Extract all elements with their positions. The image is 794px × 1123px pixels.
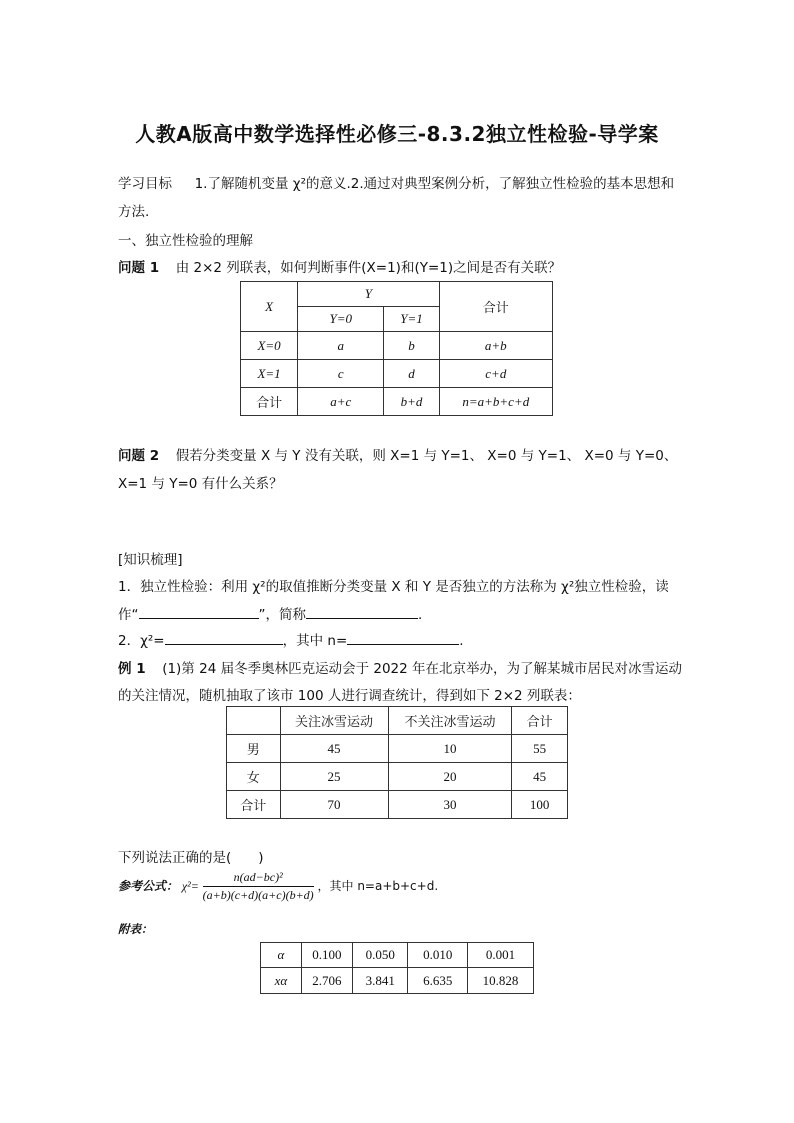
table-cell: 0.001 [468,943,534,968]
question-2-text: 假若分类变量 X 与 Y 没有关联，则 X=1 与 Y=1、 X=0 与 Y=1、 X=0 与 Y=0、 [175,448,678,464]
table-cell: c+d [439,360,552,388]
table-cell: 70 [280,791,388,819]
table-cell: n=a+b+c+d [439,388,552,416]
formula-lhs: χ²= [181,879,199,893]
example-1-label: 例 1 [118,661,146,677]
table-subheader: Y=0 [298,307,384,332]
example-1-question: 下列说法正确的是( ) [118,850,264,866]
table-cell: a+b [439,332,552,360]
question-1-label: 问题 1 [118,260,160,276]
table-row [241,360,553,388]
formula-label: 参考公式： [118,879,179,893]
table-cell: 45 [280,735,388,763]
table-cell: 0.050 [353,943,408,968]
table-cell: 0.010 [408,943,468,968]
question-2-line-2: X=1 与 Y=0 有什么关系？ [118,476,283,492]
table-cell: c [298,360,384,388]
knowledge-item-1-line-2 [118,603,422,623]
table-header: 不关注冰雪运动 [388,707,512,735]
example-1-text: (1)第 24 届冬季奥林匹克运动会于 2022 年在北京举办，为了解某城市居民对冰雪运动 [162,661,683,677]
text-fragment: 作“ [118,607,139,623]
table-cell: a+c [298,388,384,416]
table-cell: b [384,332,439,360]
table-cell: 10.828 [468,968,534,994]
table-header: 合计 [512,707,568,735]
table-row [261,968,534,994]
table-header-y: Y [298,282,439,307]
table-cell: 男 [227,735,281,763]
table-cell: X=0 [241,332,298,360]
table-cell: 25 [280,763,388,791]
table-cell: 6.635 [408,968,468,994]
table-cell: X=1 [241,360,298,388]
table-cell: 10 [388,735,512,763]
table-header: α [261,943,302,968]
table-cell: 100 [512,791,568,819]
appendix-label: 附表： [118,922,153,936]
table-cell: b+d [384,388,439,416]
table-cell: 55 [512,735,568,763]
formula-numerator: n(ad−bc)² [203,870,314,887]
table-header-x: X [241,282,298,332]
objective-label: 学习目标 [118,176,172,192]
table-cell: 3.841 [353,968,408,994]
formula-fraction [203,870,314,903]
table-row [241,388,553,416]
table-header-row [227,707,568,735]
objective-line-1 [118,172,674,192]
text-fragment: ，其中 n= [282,633,348,649]
table-header: 关注冰雪运动 [280,707,388,735]
formula-denominator: (a+b)(c+d)(a+c)(b+d) [202,888,314,902]
table-cell: 合计 [241,388,298,416]
survey-table [226,706,568,819]
question-2-line-1 [118,444,677,464]
objective-text-1: 1.了解随机变量 χ²的意义.2.通过对典型案例分析，了解独立性检验的基本思想和 [194,176,675,192]
reference-formula [118,870,438,903]
text-fragment: . [459,633,464,649]
table-row [227,791,568,819]
knowledge-label: [知识梳理] [118,552,183,568]
answer-blank[interactable] [306,606,418,619]
page-title: 人教A版高中数学选择性必修三-8.3.2独立性检验-导学案 [135,122,659,146]
table-cell: 45 [512,763,568,791]
table-cell: 30 [388,791,512,819]
table-cell: 女 [227,763,281,791]
formula-where: ，其中 n=a+b+c+d. [317,879,439,893]
knowledge-item-1-line-1: 1．独立性检验：利用 χ²的取值推断分类变量 X 和 Y 是否独立的方法称为 χ²独立性检验，读 [118,579,669,595]
critical-value-table [260,942,534,994]
objective-line-2: 方法. [118,204,150,220]
table-row [227,735,568,763]
table-row [261,943,534,968]
table-cell: d [384,360,439,388]
knowledge-item-2 [118,629,464,649]
section-heading-1: 一、独立性检验的理解 [118,233,253,249]
text-fragment: . [418,607,423,623]
table-header: xα [261,968,302,994]
table-header-total: 合计 [439,282,552,332]
table-cell: 20 [388,763,512,791]
question-2-label: 问题 2 [118,448,160,464]
answer-blank[interactable] [347,632,459,645]
question-1-text: 由 2×2 列联表，如何判断事件(X=1)和(Y=1)之间是否有关联？ [175,260,562,276]
contingency-table-general [240,281,553,416]
answer-blank[interactable] [165,632,283,645]
text-fragment: 2．χ²= [118,633,165,649]
text-fragment: ”，简称 [258,607,306,623]
table-cell: 0.100 [301,943,352,968]
table-row [241,332,553,360]
table-subheader: Y=1 [384,307,439,332]
table-cell: a [298,332,384,360]
table-header [227,707,281,735]
table-row [227,763,568,791]
question-1 [118,256,561,276]
example-1-line-1 [118,657,682,677]
example-1-line-2: 的关注情况，随机抽取了该市 100 人进行调查统计，得到如下 2×2 列联表： [118,688,581,704]
table-cell: 合计 [227,791,281,819]
table-cell: 2.706 [301,968,352,994]
answer-blank[interactable] [139,606,259,619]
